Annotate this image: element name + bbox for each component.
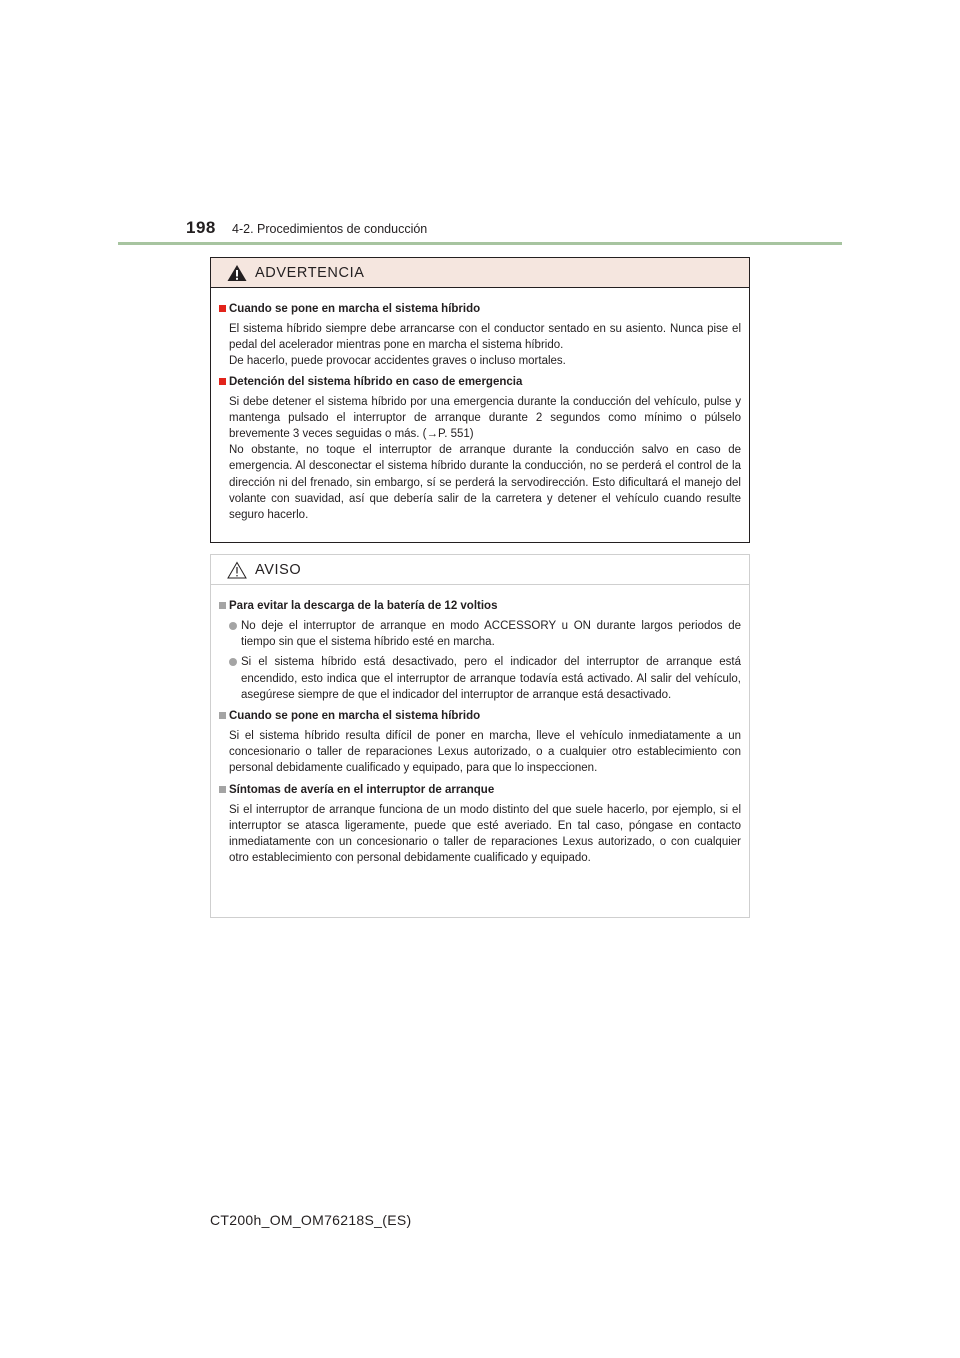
notice-item-title: Cuando se pone en marcha el sistema híbrido: [219, 709, 741, 724]
bullet-dot-icon: [229, 658, 237, 666]
notice-item-text: Si el interruptor de arranque funciona de un modo distinto del que suele hacerlo, por ejemplo, si el interruptor se atasca ligeramente, puede que esté averiado. En tal caso, póngase en contacto inmediatamente con un concesionario o taller de reparaciones Lexus autorizado, o con cualquier otro establecimiento con personal debidamente cualificado y equipado.: [229, 803, 741, 865]
header-rule: [118, 242, 842, 245]
notice-item-title: Síntomas de avería en el interruptor de arranque: [219, 783, 741, 798]
warning-box-body: [211, 288, 749, 523]
document-code: CT200h_OM_OM76218S_(ES): [210, 1212, 412, 1228]
notice-box-header: [211, 555, 749, 585]
warning-box-title: ADVERTENCIA: [255, 265, 365, 281]
warning-item-text: De hacerlo, puede provocar accidentes graves o incluso mortales.: [229, 355, 566, 368]
notice-box-title: AVISO: [255, 562, 302, 578]
warning-item-text: El sistema híbrido siempre debe arrancarse con el conductor sentado en su asiento. Nunca pise el pedal del acelerador mientras pone en marcha el sistema híbrido.: [229, 323, 741, 352]
bullet-dot-icon: [229, 622, 237, 630]
gray-square-icon: [219, 712, 226, 719]
red-square-icon: [219, 378, 226, 385]
page-number: 198: [186, 218, 216, 237]
warning-box-header: [211, 258, 749, 288]
warning-box: [210, 257, 750, 543]
warning-item-text: No obstante, no toque el interruptor de arranque durante la conducción salvo en caso de emergencia. Al desconectar el sistema híbrido durante la conducción, no se perderá el control de la dirección ni del frenado, sin embargo, sí se perderá la servodirección. Esto dificultará el manejo del volante con suavidad, así que debería salir de la carretera y detener el vehículo cuando resulte seguro hacerlo.: [229, 444, 741, 522]
red-square-icon: [219, 305, 226, 312]
gray-square-icon: [219, 602, 226, 609]
warning-item-title: Cuando se pone en marcha el sistema híbrido: [219, 302, 741, 317]
warning-triangle-icon: [227, 264, 247, 282]
section-title: 4-2. Procedimientos de conducción: [232, 222, 428, 236]
gray-square-icon: [219, 786, 226, 793]
notice-triangle-icon: [227, 561, 247, 579]
warning-item-text: Si debe detener el sistema híbrido por una emergencia durante la conducción del vehículo, pulse y mantenga pulsado el interruptor de arranque durante 2 segundos como mínimo o púlselo brevemente 3 veces seguidas o más. (→P. 551): [229, 395, 741, 441]
warning-item-title: Detención del sistema híbrido en caso de emergencia: [219, 375, 741, 390]
notice-item-title: Para evitar la descarga de la batería de 12 voltios: [219, 599, 741, 614]
notice-box-body: [211, 585, 749, 866]
notice-box: [210, 554, 750, 918]
notice-item-text: Si el sistema híbrido resulta difícil de poner en marcha, lleve el vehículo inmediatamente a un concesionario o taller de reparaciones Lexus autorizado, o a cualquier otro establecimiento con personal debidamente cualificado y equipado, para que lo inspeccionen.: [229, 730, 741, 775]
notice-bullet: No deje el interruptor de arranque en modo ACCESSORY u ON durante largos periodos de tiempo sin que el sistema híbrido esté en marcha.: [229, 618, 741, 650]
notice-bullet: Si el sistema híbrido está desactivado, pero el indicador del interruptor de arranque está encendido, esto indica que el interruptor de arranque todavía está activado. Al salir del vehículo, asegúrese siempre de que el indicador del interruptor de arranque está desactivado.: [229, 654, 741, 703]
